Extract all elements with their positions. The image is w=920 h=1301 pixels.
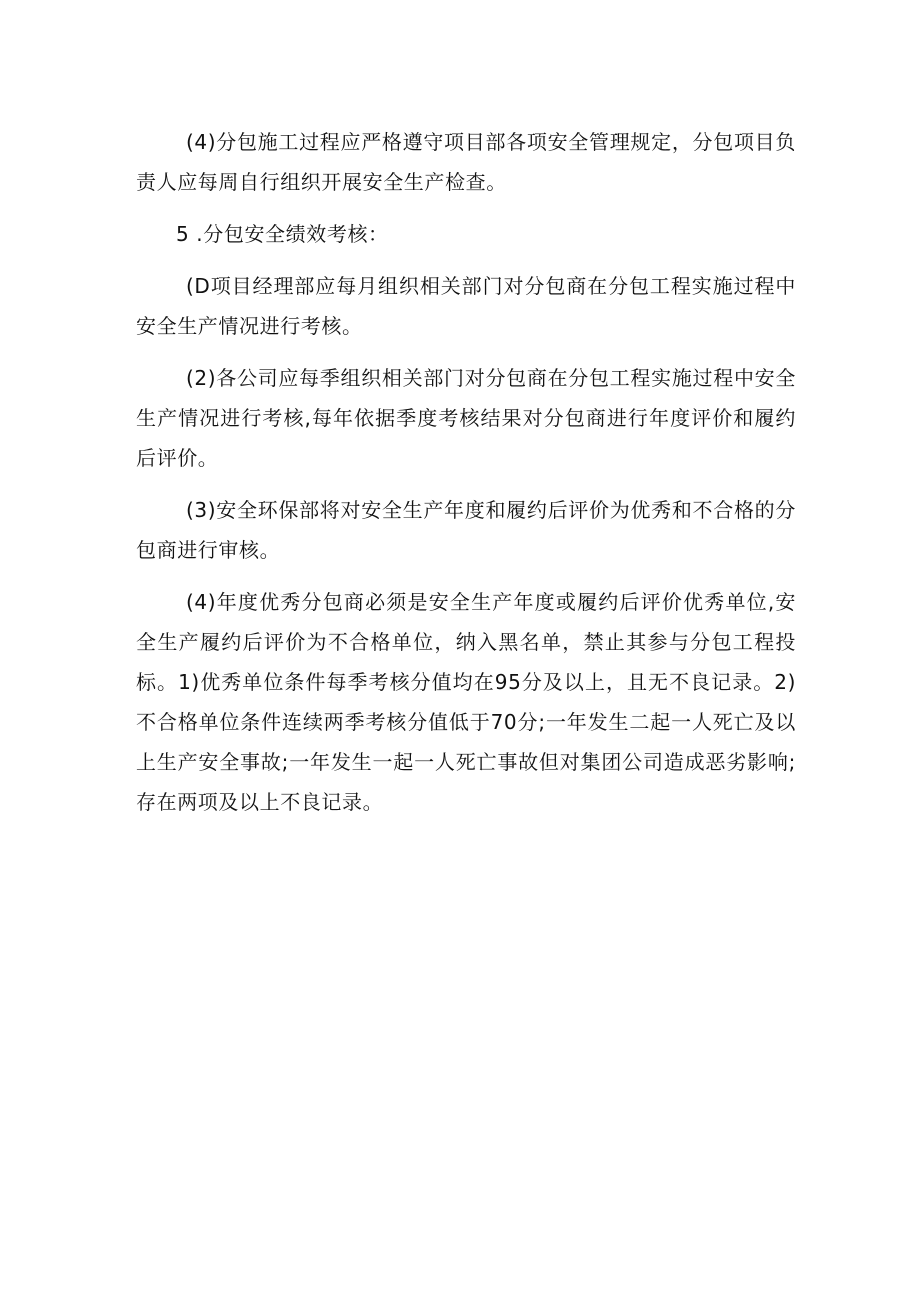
section-heading-performance-assessment: 5 .分包安全绩效考核： — [176, 222, 389, 246]
paragraph-review: (3)安全环保部将对安全生产年度和履约后评价为优秀和不合格的分包商进行审核。 — [136, 498, 796, 562]
document-body — [136, 122, 796, 834]
paragraph-quarterly-assessment: (2)各公司应每季组织相关部门对分包商在分包工程实施过程中安全生产情况进行考核,每年依据季度考核结果对分包商进行年度评价和履约后评价。 — [136, 366, 796, 470]
paragraph-monthly-assessment: (D项目经理部应每月组织相关部门对分包商在分包工程实施过程中安全生产情况进行考核。 — [136, 274, 796, 338]
paragraph-subcontract-inspection: (4)分包施工过程应严格遵守项目部各项安全管理规定，分包项目负责人应每周自行组织开展安全生产检查。 — [136, 130, 796, 194]
paragraph-excellent-criteria: (4)年度优秀分包商必须是安全生产年度或履约后评价优秀单位,安全生产履约后评价为不合格单位，纳入黑名单，禁止其参与分包工程投标。1)优秀单位条件每季考核分值均在95分及以上，且无不良记录。2)不合格单位条件连续两季考核分值低于70分;一年发生二起一人死亡及以上生产安全事故;一年发生一起一人死亡事故但对集团公司造成恶劣影响;存在两项及以上不良记录。 — [136, 590, 796, 814]
